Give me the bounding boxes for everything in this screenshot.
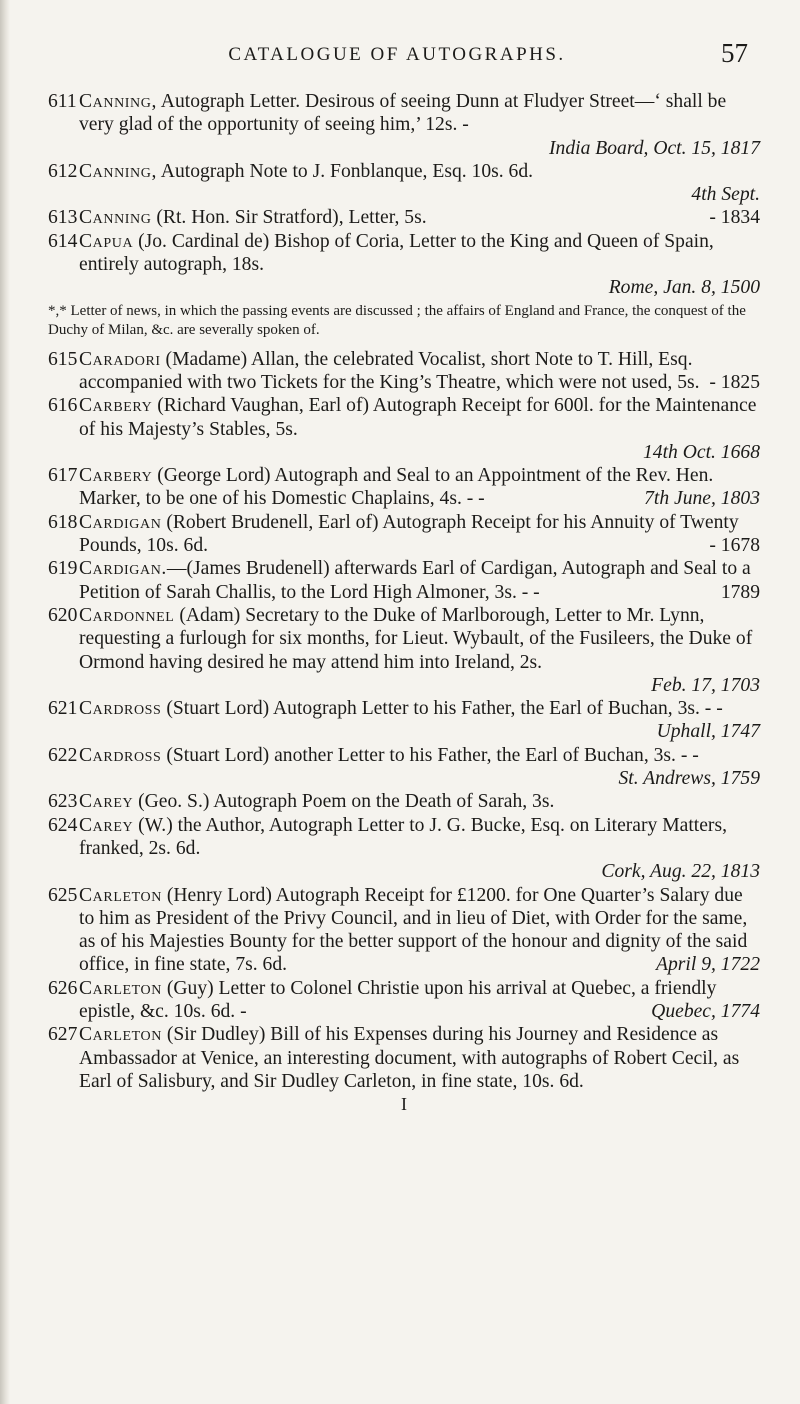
entry-number: 626 [48,977,78,999]
entry-name: Carey [79,814,134,836]
entry-text: Autograph Note to J. Fonblanque, Esq. 10s. 6d. [156,160,534,182]
entry-date: 14th Oct. 1668 [642,441,760,463]
entry-text: Autograph Letter. Desirous of seeing Dunn at Fludyer Street—‘ shall be very glad of the opportunity of seeing him,’ 12s. - [79,91,727,136]
entry-626 [48,977,760,1024]
entry-text: (Sir Dudley) Bill of his Expenses during his Journey and Residence as Ambassador at Venice, an interesting document, with autographs of Robert Cecil, as Earl of Salisbury, and Sir Dudley Carleton, in fine state, 10s. 6d. [79,1024,740,1092]
entry-text: (Adam) Secretary to the Duke of Marlborough, Letter to Mr. Lynn, requesting a furlough for six months, for Lieut. Wybault, of the Fusileers, the Duke of Ormond having desired he may attend him into Ireland, 2s. [79,604,753,673]
entry-623 [48,790,760,813]
entry-name: Carleton [79,1024,162,1046]
entry-text: —(James Brudenell) afterwards Earl of Cardigan, Autograph and Seal to a Petition of Sarah Challis, to the Lord High Almoner, 3s. - - [79,558,751,603]
entry-number: 625 [48,884,78,906]
entry-619 [48,557,760,604]
entry-612 [48,160,760,207]
entry-name: Cardross [79,744,162,766]
entry-616 [48,394,760,464]
entry-number: 614 [48,230,78,252]
entry-611 [48,90,760,160]
entry-number: 612 [48,160,78,182]
entry-text: (Stuart Lord) Autograph Letter to his Father, the Earl of Buchan, 3s. - - [161,698,723,720]
entry-date: 4th Sept. [691,184,760,206]
entry-text: (Guy) Letter to Colonel Christie upon his arrival at Quebec, a friendly epistle, &c. 10s. 6d. - [79,977,717,1022]
entry-number: 618 [48,511,78,533]
page-header [46,38,748,78]
entry-name: Cardross [79,698,162,720]
entry-620 [48,604,760,697]
entry-date: - 1678 [709,535,760,557]
page-number: 57 [721,38,748,68]
entry-text: (W.) the Author, Autograph Letter to J. G. Bucke, Esq. on Literary Matters, franked, 2s. 6d. [79,814,727,859]
entry-name: Carleton [79,977,162,999]
entry-date: India Board, Oct. 15, 1817 [549,137,760,159]
entry-number: 621 [48,698,78,720]
catalogue-entries [48,90,760,1116]
entry-621 [48,697,760,744]
entry-date: Cork, Aug. 22, 1813 [601,861,760,883]
entry-date: 1789 [720,581,760,603]
page-edge [0,0,10,1404]
entry-number: 611 [48,91,77,112]
entry-name: Canning [79,207,152,229]
entry-627 [48,1023,760,1093]
entry-625 [48,884,760,977]
entry-name: Carbery [79,465,153,487]
entry-text: (George Lord) Autograph and Seal to an Appointment of the Rev. Hen. Marker, to be one of his Domestic Chaplains, 4s. - - [79,465,714,510]
entry-617 [48,464,760,511]
entry-name: Carleton [79,884,162,906]
entry-text: (Henry Lord) Autograph Receipt for £1200. for One Quarter’s Salary due to him as President of the Privy Council, and in lieu of Diet, with Order for the same, as of his Majesties Bounty for the better support of the honour and dignity of the said office, in fine state, 7s. 6d. [79,884,748,976]
entry-text: (Rt. Hon. Sir Stratford), Letter, 5s. [151,207,427,229]
entry-text: (Geo. S.) Autograph Poem on the Death of Sarah, 3s. [133,791,555,813]
entry-622 [48,744,760,791]
entry-number: 616 [48,395,78,417]
entry-name: Canning, [79,160,157,182]
entry-text: (Stuart Lord) another Letter to his Father, the Earl of Buchan, 3s. - - [161,744,699,766]
entry-name: Canning, [79,91,157,112]
entry-name: Carbery [79,395,153,417]
entry-number: 624 [48,814,78,836]
entry-date: Feb. 17, 1703 [651,674,760,696]
entry-number: 627 [48,1024,78,1046]
running-title: CATALOGUE OF AUTOGRAPHS. [228,44,566,65]
entry-text: (Robert Brudenell, Earl of) Autograph Receipt for his Annuity of Twenty Pounds, 10s. 6d. [79,511,739,557]
entry-number: 615 [48,348,78,370]
entry-date: - 1834 [709,207,760,229]
entry-number: 617 [48,465,78,487]
entry-624 [48,814,760,884]
entry-615 [48,348,760,395]
entry-614 [48,230,760,300]
entry-text: (Richard Vaughan, Earl of) Autograph Receipt for 600l. for the Maintenance of his Majesty’s Stables, 5s. [79,395,757,440]
entry-date: St. Andrews, 1759 [618,768,760,790]
entry-date: - 1825 [709,371,760,393]
entry-date: 7th June, 1803 [644,488,760,510]
entry-date: Uphall, 1747 [656,721,760,743]
entry-number: 622 [48,744,78,766]
entry-name: Carey [79,791,134,813]
entry-date: Rome, Jan. 8, 1500 [608,277,760,299]
entry-name: Cardigan. [79,558,167,580]
entry-name: Capua [79,230,134,252]
entry-number: 623 [48,791,78,813]
signature-mark: I [401,1094,407,1115]
entry-text: (Jo. Cardinal de) Bishop of Coria, Letter to the King and Queen of Spain, entirely autograph, 18s. [79,230,714,276]
entry-number: 613 [48,207,78,229]
footnote-614: *,* Letter of news, in which the passing events are discussed ; the affairs of England and France, the conquest of the Duchy of Milan, &c. are severally spoken of. [48,302,746,338]
entry-number: 620 [48,604,78,626]
entry-618 [48,511,760,558]
entry-date: Quebec, 1774 [651,1000,760,1022]
entry-613 [48,206,760,229]
entry-name: Cardigan [79,511,162,533]
entry-date: April 9, 1722 [656,954,760,976]
entry-name: Caradori [79,348,161,370]
entry-number: 619 [48,558,78,580]
entry-name: Cardonnel [79,604,175,626]
entry-text: (Madame) Allan, the celebrated Vocalist, short Note to T. Hill, Esq. accompanied with two Tickets for the King’s Theatre, which were not used, 5s. [79,348,700,393]
